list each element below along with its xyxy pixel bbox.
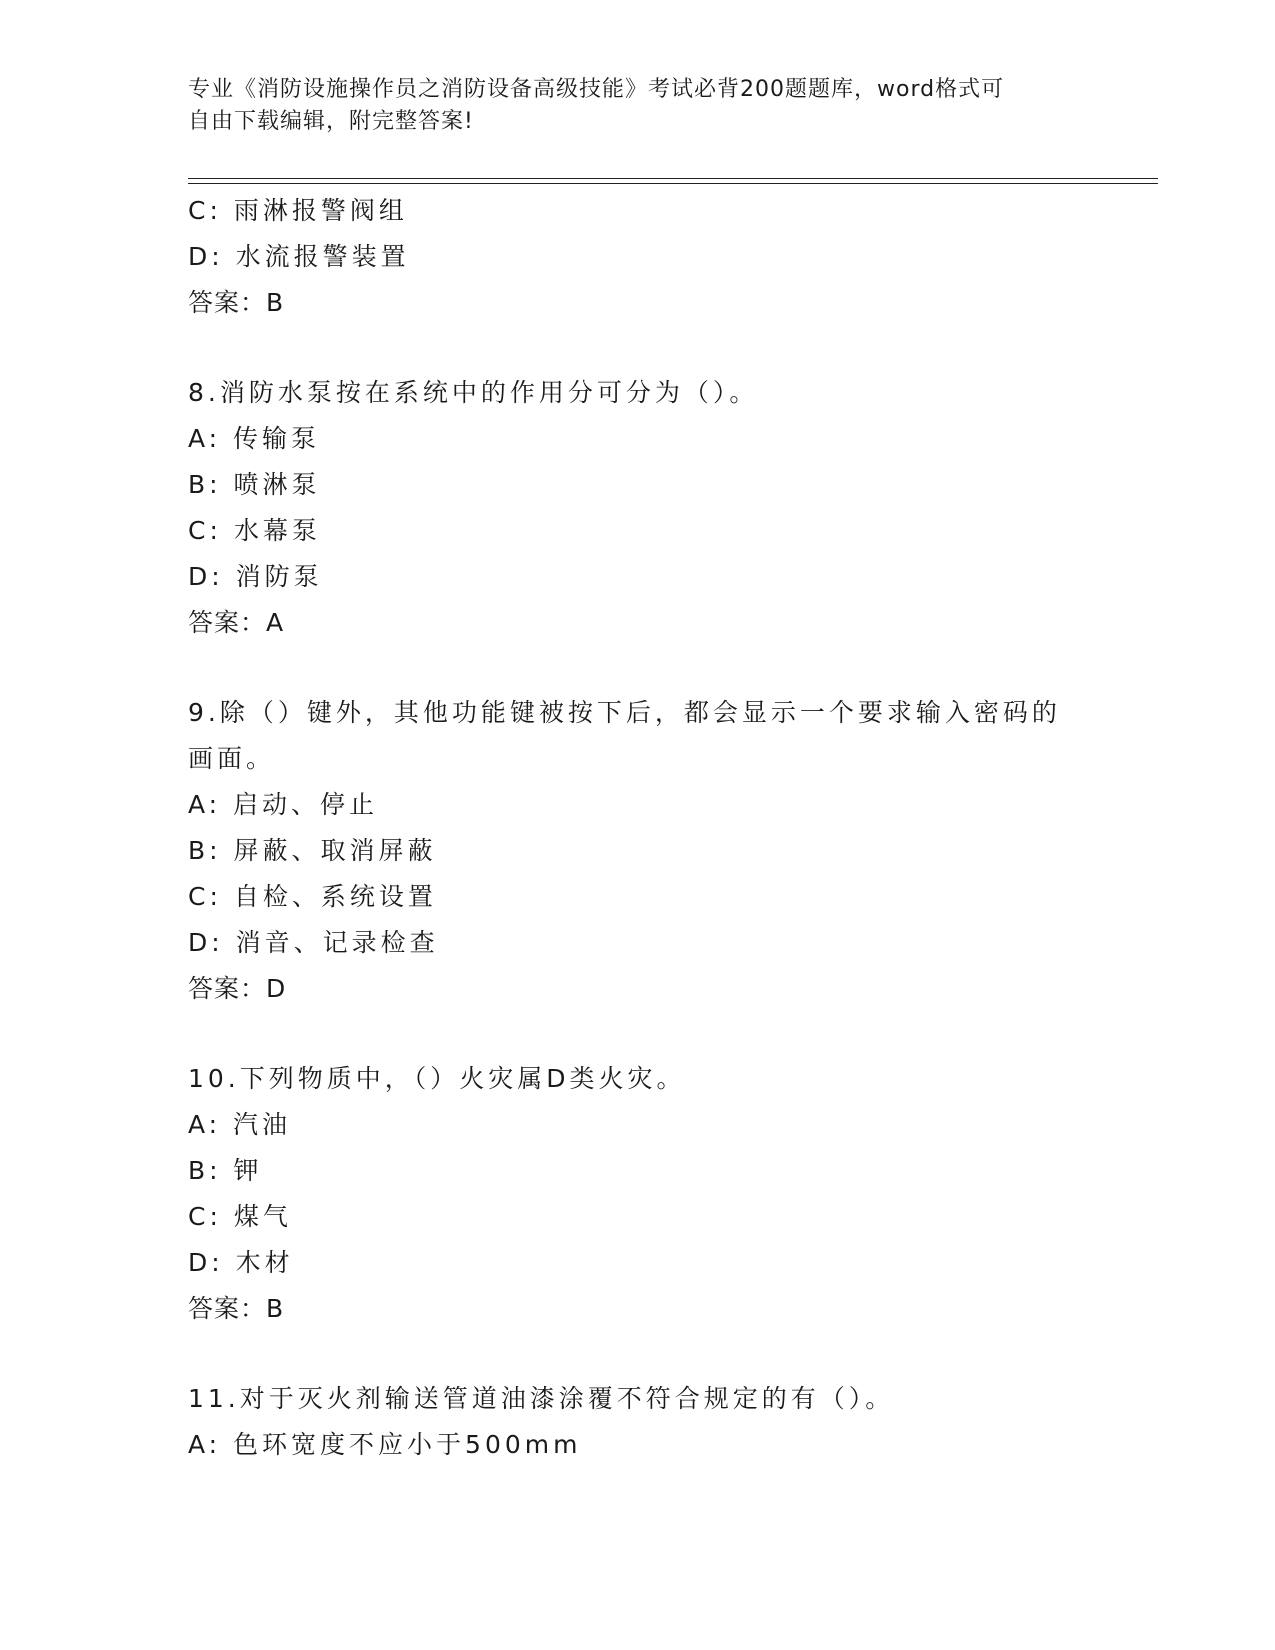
spacer <box>188 1332 1088 1376</box>
answer-line: 答案：A <box>188 608 285 637</box>
page-header <box>188 74 1068 138</box>
option-a: A: 汽油 <box>188 1110 292 1139</box>
option-d: D: 消防泵 <box>188 562 323 591</box>
question-text: 11.对于灭火剂输送管道油漆涂覆不符合规定的有（）。 <box>188 1384 895 1413</box>
question-text-line-1: 9.除（）键外，其他功能键被按下后，都会显示一个要求输入密码的 <box>188 698 1061 727</box>
spacer <box>188 646 1088 690</box>
answer-line: 答案：B <box>188 1294 285 1323</box>
option-c: C: 煤气 <box>188 1202 292 1231</box>
option-c: C: 自检、系统设置 <box>188 882 437 911</box>
question-10 <box>188 1056 1088 1332</box>
question-text: 10.下列物质中，（）火灾属D类火灾。 <box>188 1064 686 1093</box>
option-c: C: 水幕泵 <box>188 516 321 545</box>
option-b: B: 屏蔽、取消屏蔽 <box>188 836 437 865</box>
option-b: B: 钾 <box>188 1156 263 1185</box>
question-partial <box>188 188 1088 326</box>
spacer <box>188 326 1088 370</box>
option-d: D: 水流报警装置 <box>188 242 410 271</box>
option-c: C: 雨淋报警阀组 <box>188 196 408 225</box>
question-list <box>188 188 1088 1468</box>
header-rule-bottom <box>188 183 1158 184</box>
option-d: D: 木材 <box>188 1248 294 1277</box>
option-a: A: 色环宽度不应小于500mm <box>188 1430 582 1459</box>
question-8 <box>188 370 1088 646</box>
answer-line: 答案：D <box>188 974 287 1003</box>
question-text-line-2: 画面。 <box>188 744 276 773</box>
header-rule-top <box>188 178 1158 179</box>
spacer <box>188 1012 1088 1056</box>
option-a: A: 传输泵 <box>188 424 321 453</box>
option-a: A: 启动、停止 <box>188 790 379 819</box>
header-line-1: 专业《消防设施操作员之消防设备高级技能》考试必背200题题库，word格式可 <box>188 77 1005 102</box>
option-b: B: 喷淋泵 <box>188 470 321 499</box>
option-d: D: 消音、记录检查 <box>188 928 439 957</box>
answer-line: 答案：B <box>188 288 285 317</box>
header-line-2: 自由下载编辑，附完整答案! <box>188 109 474 134</box>
question-11 <box>188 1376 1088 1468</box>
question-text: 8.消防水泵按在系统中的作用分可分为（）。 <box>188 378 759 407</box>
question-9 <box>188 690 1088 1012</box>
